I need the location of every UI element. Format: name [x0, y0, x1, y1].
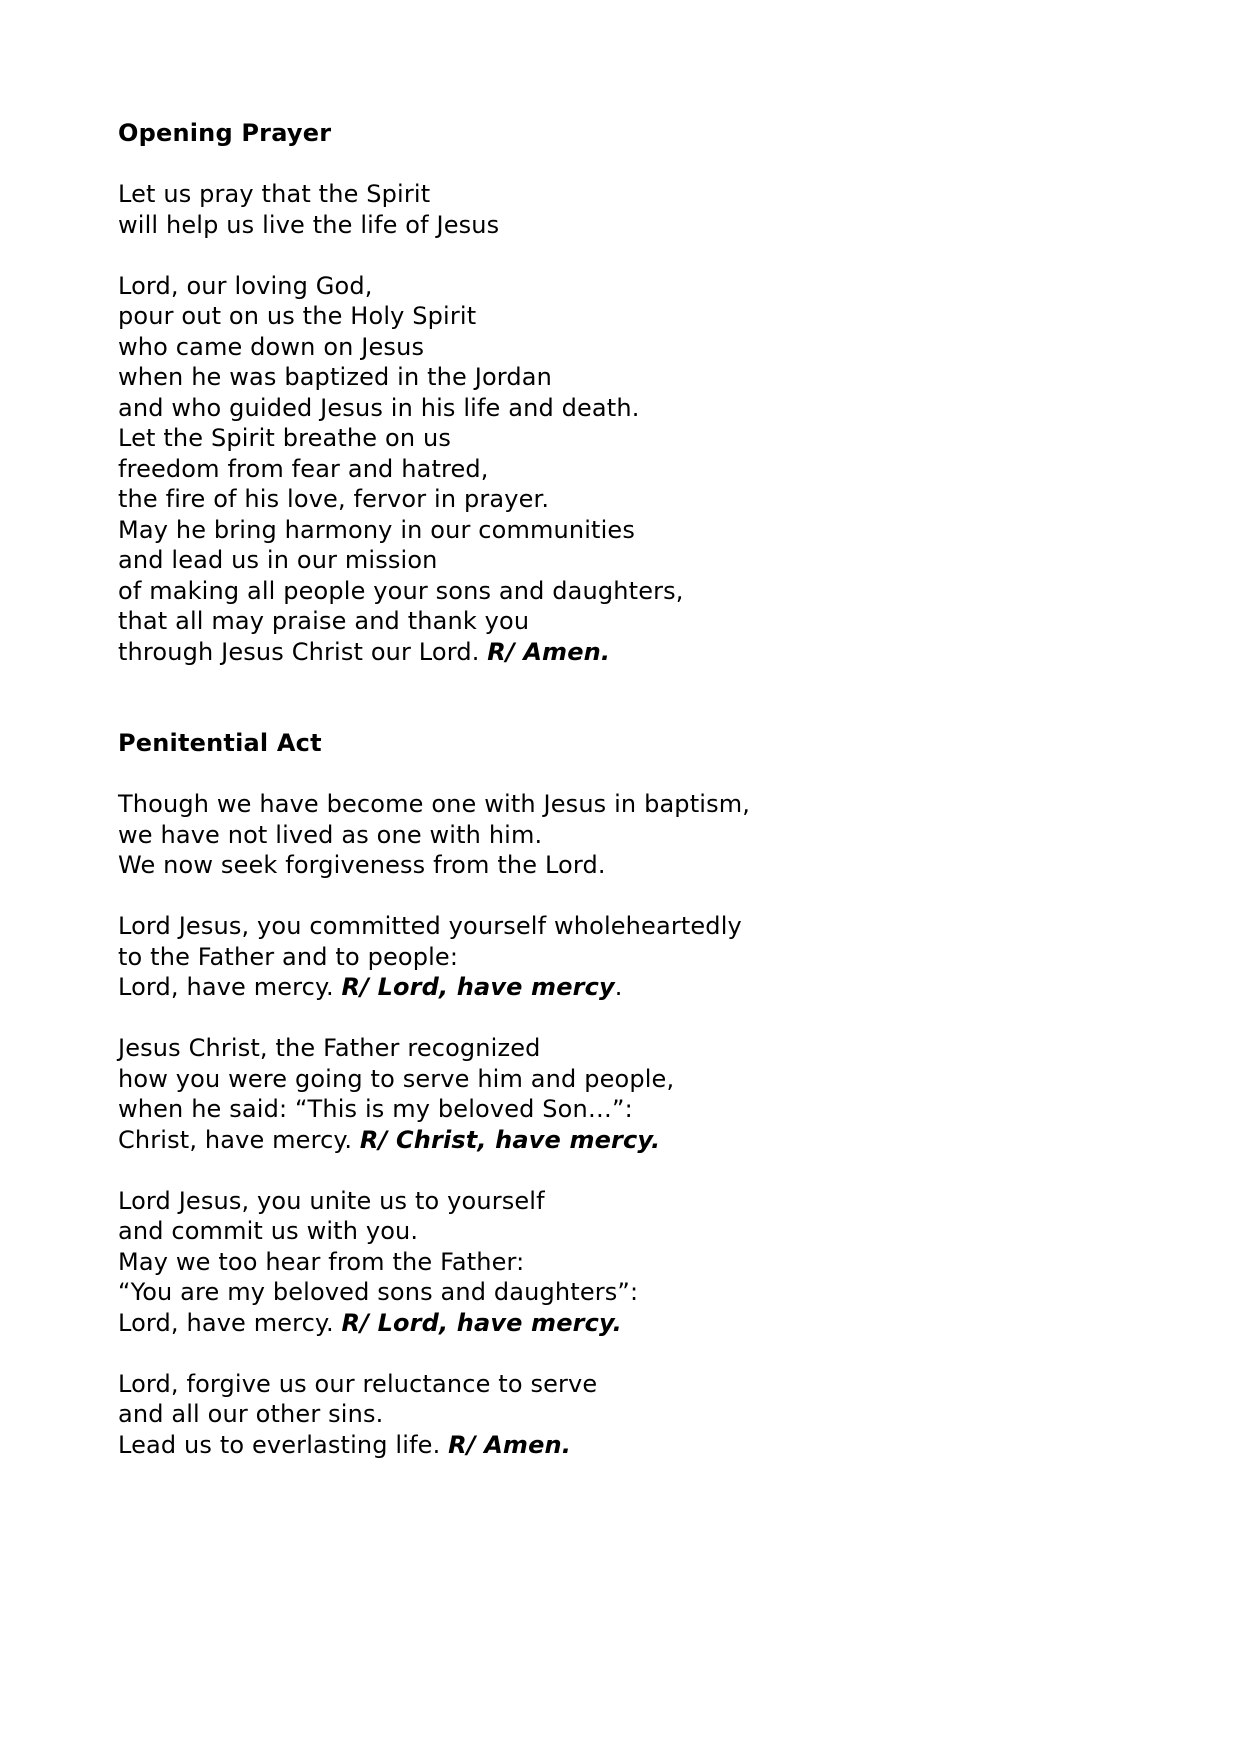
spacer — [118, 1155, 1118, 1186]
response-text: R/ Amen. — [487, 637, 611, 666]
absolution — [118, 1369, 1118, 1461]
opening-prayer-body — [118, 271, 1118, 668]
text-line: and commit us with you. — [118, 1217, 419, 1245]
spacer — [118, 1338, 1118, 1369]
spacer — [118, 1003, 1118, 1034]
text-line: how you were going to serve him and people, — [118, 1064, 675, 1093]
opening-prayer-heading: Opening Prayer — [118, 119, 332, 147]
response-text: R/ Lord, have mercy — [341, 973, 615, 1001]
text-line: the fire of his love, fervor in prayer. — [118, 485, 550, 513]
spacer — [118, 759, 1118, 790]
text-line: when he said: “This is my beloved Son…”: — [118, 1095, 633, 1123]
response-text: R/ Christ, have mercy. — [359, 1125, 661, 1154]
text-line: freedom from fear and hatred, — [118, 454, 489, 483]
text-line: “You are my beloved sons and daughters”: — [118, 1278, 639, 1306]
text-line: Let the Spirit breathe on us — [118, 424, 451, 452]
spacer — [118, 667, 1118, 728]
text-line-with-response — [118, 1125, 1118, 1156]
text-line: pour out on us the Holy Spirit — [118, 302, 477, 330]
invocation-text: Lord, have mercy. — [118, 973, 342, 1001]
closing-text: through Jesus Christ our Lord. — [118, 637, 488, 666]
penitential-act-heading: Penitential Act — [118, 729, 322, 757]
text-line: Lord Jesus, you committed yourself wholeheartedly — [118, 912, 742, 940]
text-line: will help us live the life of Jesus — [118, 210, 500, 239]
invocation-text: Christ, have mercy. — [118, 1125, 360, 1154]
text-line: we have not lived as one with him. — [118, 820, 543, 849]
text-line: We now seek forgiveness from the Lord. — [118, 851, 606, 879]
text-line-with-response — [118, 637, 1118, 668]
text-line: of making all people your sons and daughters, — [118, 576, 684, 605]
text-line: May he bring harmony in our communities — [118, 515, 635, 544]
text-line: who came down on Jesus — [118, 332, 425, 361]
text-line: Lord Jesus, you unite us to yourself — [118, 1186, 545, 1215]
text-line: Jesus Christ, the Father recognized — [118, 1034, 541, 1062]
text-line: that all may praise and thank you — [118, 607, 530, 635]
document-page — [118, 118, 1118, 1460]
invocation-3 — [118, 1186, 1118, 1339]
text-line-with-response — [118, 1430, 1118, 1461]
trailing-period: . — [614, 973, 623, 1001]
response-text: R/ Amen. — [448, 1430, 572, 1459]
invocation-2 — [118, 1033, 1118, 1155]
spacer — [118, 881, 1118, 912]
spacer — [118, 149, 1118, 180]
spacer — [118, 240, 1118, 271]
text-line-with-response — [118, 972, 1118, 1003]
opening-prayer-intro — [118, 179, 1118, 240]
text-line: Lord, our loving God, — [118, 271, 373, 300]
text-line: May we too hear from the Father: — [118, 1247, 525, 1276]
penitential-intro — [118, 789, 1118, 881]
text-line: and all our other sins. — [118, 1400, 384, 1428]
text-line: Let us pray that the Spirit — [118, 180, 431, 208]
response-text: R/ Lord, have mercy. — [341, 1308, 622, 1337]
invocation-1 — [118, 911, 1118, 1003]
text-line-with-response — [118, 1308, 1118, 1339]
invocation-text: Lord, have mercy. — [118, 1308, 342, 1337]
text-line: and lead us in our mission — [118, 546, 438, 574]
text-line: when he was baptized in the Jordan — [118, 363, 552, 391]
text-line: Lord, forgive us our reluctance to serve — [118, 1369, 598, 1398]
text-line: to the Father and to people: — [118, 942, 459, 971]
text-line: and who guided Jesus in his life and death. — [118, 393, 640, 422]
absolution-text: Lead us to everlasting life. — [118, 1430, 449, 1459]
text-line: Though we have become one with Jesus in baptism, — [118, 790, 751, 818]
